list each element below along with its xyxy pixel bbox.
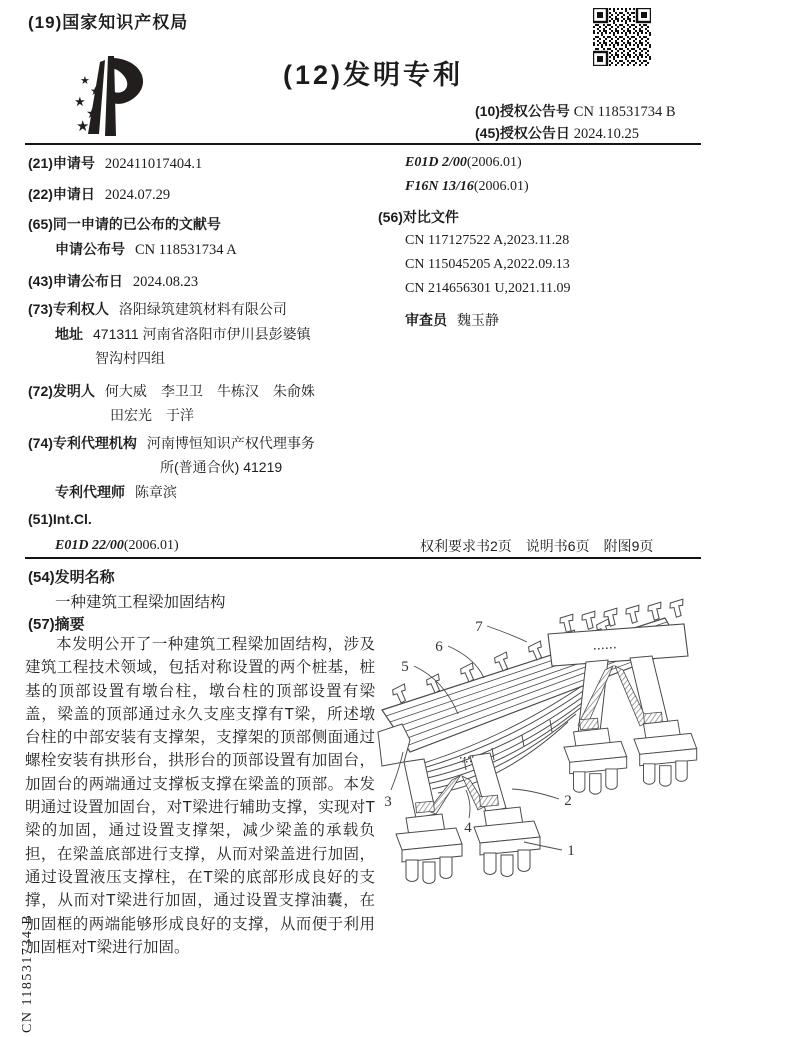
cnipa-logo xyxy=(50,50,165,145)
application-date-row xyxy=(28,184,170,204)
grant-number-label: (10)授权公告号 xyxy=(475,103,570,119)
abstract-text: 本发明公开了一种建筑工程梁加固结构，涉及建筑工程技术领域，包括对称设置的两个桩基，桩基的顶部设置有墩台柱，墩台柱的顶部设置有梁盖，梁盖的顶部通过永久支座支撑有T梁，所述墩台柱的中部安装有支撑架，支撑架的顶部侧面通过螺栓安装有拱形台，拱形台的顶部设置有加固台，加固台的两端通过支撑板支撑在梁盖的顶部。本发明通过设置加固台，对T梁进行辅助支撑，实现对T梁的加固，通过设置支撑架，减少梁盖的承载负担，在梁盖底部进行支撑，从而对梁盖进行加固，通过设置液压支撑柱，在T梁的底部形成良好的支撑，从而对T梁进行加固，通过设置支撑油囊，在加固框的两端能够形成良好的支撑，从而便于利用加固框对T梁进行加固。 xyxy=(25,636,375,956)
patentee-value: 洛阳绿筑建筑材料有限公司 xyxy=(118,301,287,317)
agent-label: 专利代理师 xyxy=(55,484,125,500)
pages-info: 权利要求书2页 说明书6页 附图9页 xyxy=(420,538,654,554)
svg-text:★: ★ xyxy=(76,117,90,135)
patentee-row xyxy=(28,299,287,319)
references-heading: (56)对比文件 xyxy=(378,209,459,225)
callout-7: 7 xyxy=(475,619,483,635)
reference-item: CN 115045205 A,2022.09.13 xyxy=(405,257,570,272)
intcl-label: (51)Int.Cl. xyxy=(28,511,92,527)
examiner-label: 审查员 xyxy=(405,312,447,328)
prior-publication-date-value: 2024.08.23 xyxy=(132,274,199,290)
agent-row xyxy=(55,482,177,502)
inventors-line2: 田宏光 于洋 xyxy=(110,407,194,423)
intcl-code: E01D 22/00 xyxy=(55,538,124,553)
application-date-label: (22)申请日 xyxy=(28,186,95,202)
classification-1 xyxy=(405,153,522,171)
patent-drawing xyxy=(372,592,800,912)
agency-row xyxy=(28,433,315,453)
callout-2: 2 xyxy=(564,793,572,809)
intcl-code-date: (2006.01) xyxy=(123,538,179,553)
header-divider xyxy=(25,143,701,145)
classification-1-date: (2006.01) xyxy=(466,155,522,170)
invention-title-heading: (54)发明名称 xyxy=(28,569,115,586)
application-number-label: (21)申请号 xyxy=(28,155,95,171)
doc-type-title: (12)发明专利 xyxy=(283,60,464,90)
intcl-item xyxy=(55,536,179,554)
prior-publication-date-row xyxy=(28,271,198,291)
prior-publication-heading xyxy=(28,214,221,234)
reference-item: CN 214656301 U,2021.11.09 xyxy=(405,281,571,296)
spine-publication-number: CN 118531734 B xyxy=(20,913,35,1033)
intcl-heading xyxy=(28,511,92,527)
address-label: 地址 xyxy=(55,326,83,342)
svg-text:★: ★ xyxy=(90,84,101,98)
callout-6: 6 xyxy=(435,639,443,655)
prior-publication-number-label: 申请公布号 xyxy=(55,241,125,257)
application-number-row xyxy=(28,153,202,173)
agency-line1: 河南博恒知识产权代理事务 xyxy=(146,435,315,451)
classification-2-date: (2006.01) xyxy=(473,179,529,194)
reference-item: CN 117127522 A,2023.11.28 xyxy=(405,233,570,248)
svg-text:★: ★ xyxy=(86,106,99,122)
callout-3: 3 xyxy=(384,794,392,810)
application-number-value: 202411017404.1 xyxy=(104,156,203,172)
grant-date-row xyxy=(475,123,639,143)
svg-text:★: ★ xyxy=(80,74,90,87)
agency-label: (74)专利代理机构 xyxy=(28,435,137,451)
classification-1-code: E01D 2/00 xyxy=(405,155,467,170)
prior-publication-label: (65)同一申请的已公布的文献号 xyxy=(28,216,221,232)
callout-4: 4 xyxy=(464,820,472,836)
classification-2 xyxy=(405,177,529,195)
office-name: (19)国家知识产权局 xyxy=(28,13,189,32)
body-divider xyxy=(25,557,701,559)
inventors-row xyxy=(28,381,315,401)
prior-publication-number-value: CN 118531734 A xyxy=(135,242,237,258)
grant-date-label: (45)授权公告日 xyxy=(475,125,570,141)
abstract-heading: (57)摘要 xyxy=(28,616,85,633)
agency-line2: 所(普通合伙) 41219 xyxy=(160,459,283,475)
examiner-value: 魏玉静 xyxy=(457,312,499,328)
classification-2-code: F16N 13/16 xyxy=(405,179,474,194)
patentee-label: (73)专利权人 xyxy=(28,301,109,317)
callout-1: 1 xyxy=(567,843,575,859)
grant-number-row xyxy=(475,101,676,121)
prior-publication-number-row xyxy=(55,239,237,259)
qr-code xyxy=(593,8,651,66)
inventors-line1: 何大威 李卫卫 牛栋汉 朱俞姝 xyxy=(104,383,315,399)
examiner-row xyxy=(405,310,499,330)
address-line1: 471311 河南省洛阳市伊川县彭婆镇 xyxy=(93,326,311,342)
agent-value: 陈章滨 xyxy=(135,484,177,500)
grant-number-value: CN 118531734 B xyxy=(573,104,676,120)
svg-text:★: ★ xyxy=(74,95,86,110)
inventors-label: (72)发明人 xyxy=(28,383,95,399)
prior-publication-date-label: (43)申请公布日 xyxy=(28,273,123,289)
callout-5: 5 xyxy=(401,659,409,675)
address-line2: 智沟村四组 xyxy=(95,350,165,366)
address-row xyxy=(55,324,311,344)
grant-date-value: 2024.10.25 xyxy=(573,126,640,142)
invention-title: 一种建筑工程梁加固结构 xyxy=(55,594,226,611)
application-date-value: 2024.07.29 xyxy=(104,187,171,203)
